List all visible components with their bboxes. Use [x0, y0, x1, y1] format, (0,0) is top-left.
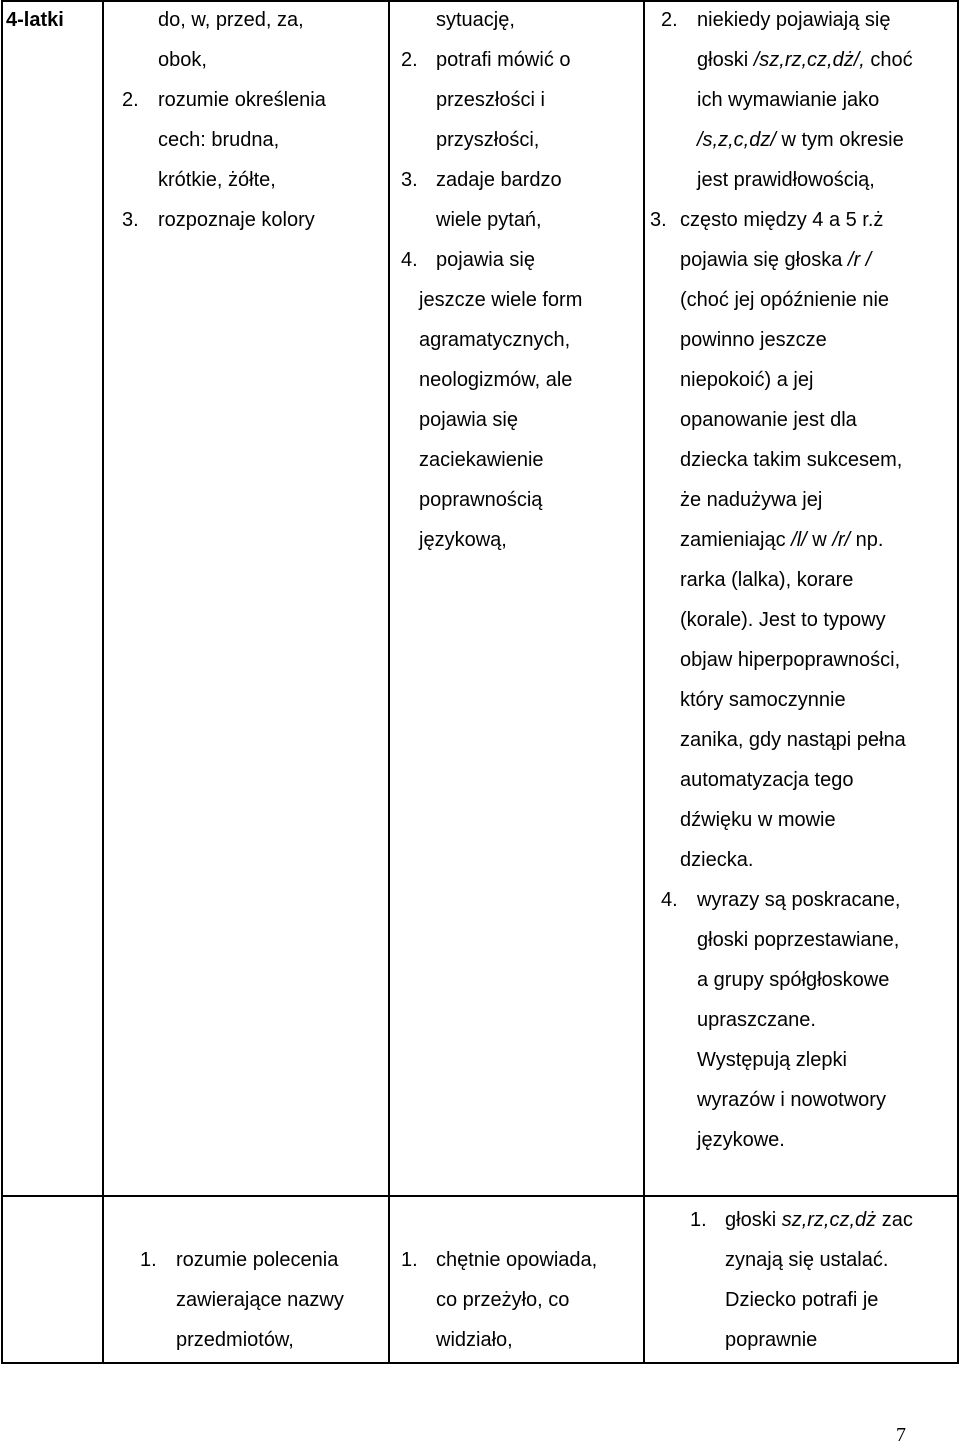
cell-text: widziało, — [436, 1329, 513, 1351]
column-divider-3 — [643, 0, 645, 1364]
cell-text: przyszłości, — [436, 129, 540, 151]
cell-text — [725, 1200, 913, 1240]
cell-text: poprawnie — [725, 1329, 818, 1351]
cell-text: językowe. — [697, 1129, 785, 1151]
cell-text: chętnie opowiada, — [436, 1249, 598, 1271]
cell-text: a grupy spółgłoskowe — [697, 969, 890, 991]
list-number: 3. — [650, 209, 667, 231]
list-number: 4. — [661, 889, 678, 911]
cell-text: przedmiotów, — [176, 1329, 294, 1351]
cell-text — [697, 40, 913, 80]
list-number: 1. — [690, 1209, 707, 1231]
cell-text: potrafi mówić o — [436, 49, 571, 71]
cell-text — [697, 120, 904, 160]
cell-text: objaw hiperpoprawności, — [680, 649, 901, 671]
cell-text: wiele pytań, — [436, 209, 542, 231]
cell-text-part: zamieniając — [680, 529, 786, 551]
cell-text: obok, — [158, 49, 207, 71]
cell-text: wyrazów i nowotwory — [697, 1089, 886, 1111]
cell-text: zadaje bardzo — [436, 169, 562, 191]
list-number: 2. — [661, 9, 678, 31]
cell-text: rozumie polecenia — [176, 1249, 339, 1271]
cell-text: Występują zlepki — [697, 1049, 847, 1071]
cell-text: (choć jej opóźnienie nie — [680, 289, 890, 311]
age-group-label: 4-latki — [6, 9, 64, 31]
cell-text: agramatycznych, — [419, 329, 571, 351]
cell-text: opanowanie jest dla — [680, 409, 857, 431]
cell-text: sytuację, — [436, 9, 515, 31]
table-border-bottom — [1, 1362, 959, 1364]
list-number: 2. — [122, 89, 139, 111]
cell-text-italic: sz,rz,cz,dż — [781, 1209, 877, 1231]
cell-text: neologizmów, ale — [419, 369, 573, 391]
cell-text: zynają się ustalać. — [725, 1249, 889, 1271]
cell-text: zaciekawienie — [419, 449, 544, 471]
cell-text-part: w — [812, 529, 827, 551]
cell-text-part: głoski — [725, 1209, 777, 1231]
cell-text: przeszłości i — [436, 89, 545, 111]
column-divider-1 — [102, 0, 104, 1364]
cell-text: poprawnością — [419, 489, 543, 511]
cell-text: do, w, przed, za, — [158, 9, 304, 31]
column-divider-2 — [388, 0, 390, 1364]
cell-text: Dziecko potrafi je — [725, 1289, 879, 1311]
cell-text-part: w tym okresie — [781, 129, 904, 151]
cell-text: krótkie, żółte, — [158, 169, 276, 191]
cell-text-part: zac — [881, 1209, 913, 1231]
cell-text: niekiedy pojawiają się — [697, 9, 891, 31]
list-number: 1. — [401, 1249, 418, 1271]
table-border-right — [957, 0, 959, 1364]
cell-text: upraszczane. — [697, 1009, 816, 1031]
cell-text: rarka (lalka), korare — [680, 569, 854, 591]
cell-text — [680, 240, 871, 280]
cell-text: rozumie określenia — [158, 89, 326, 111]
cell-text: cech: brudna, — [158, 129, 280, 151]
cell-text: (korale). Jest to typowy — [680, 609, 886, 631]
cell-text: często między 4 a 5 r.ż — [680, 209, 884, 231]
list-number: 3. — [401, 169, 418, 191]
cell-text: dźwięku w mowie — [680, 809, 836, 831]
row-divider — [1, 1195, 959, 1197]
cell-text: jest prawidłowością, — [697, 169, 875, 191]
cell-text-part: choć — [870, 49, 913, 71]
list-number: 1. — [140, 1249, 157, 1271]
cell-text: pojawia się — [436, 249, 535, 271]
cell-text-part: głoski — [697, 49, 749, 71]
cell-text: dziecka. — [680, 849, 754, 871]
cell-text: automatyzacja tego — [680, 769, 854, 791]
cell-text: zawierające nazwy — [176, 1289, 344, 1311]
cell-text-italic: /r/ — [832, 529, 851, 551]
cell-text: głoski poprzestawiane, — [697, 929, 900, 951]
list-number: 4. — [401, 249, 418, 271]
list-number: 3. — [122, 209, 139, 231]
cell-text: ich wymawianie jako — [697, 89, 880, 111]
cell-text: dziecka takim sukcesem, — [680, 449, 903, 471]
cell-text: wyrazy są poskracane, — [697, 889, 901, 911]
cell-text-part: pojawia się głoska — [680, 249, 843, 271]
table-border-left — [1, 0, 3, 1364]
cell-text — [680, 520, 883, 560]
cell-text-italic: /r / — [847, 249, 872, 271]
cell-text: pojawia się — [419, 409, 518, 431]
cell-text-italic: /sz,rz,cz,dż/, — [753, 49, 865, 71]
cell-text: niepokoić) a jej — [680, 369, 814, 391]
cell-text: powinno jeszcze — [680, 329, 827, 351]
list-number: 2. — [401, 49, 418, 71]
cell-text: jeszcze wiele form — [419, 289, 583, 311]
cell-text-part: np. — [855, 529, 884, 551]
cell-text: językową, — [419, 529, 507, 551]
cell-text-italic: /l/ — [791, 529, 807, 551]
cell-text: rozpoznaje kolory — [158, 209, 315, 231]
cell-text: że nadużywa jej — [680, 489, 823, 511]
page-number: 7 — [896, 1424, 906, 1446]
cell-text: zanika, gdy nastąpi pełna — [680, 729, 906, 751]
cell-text: który samoczynnie — [680, 689, 846, 711]
cell-text: co przeżyło, co — [436, 1289, 570, 1311]
cell-text-italic: /s,z,c,dz/ — [697, 129, 776, 151]
